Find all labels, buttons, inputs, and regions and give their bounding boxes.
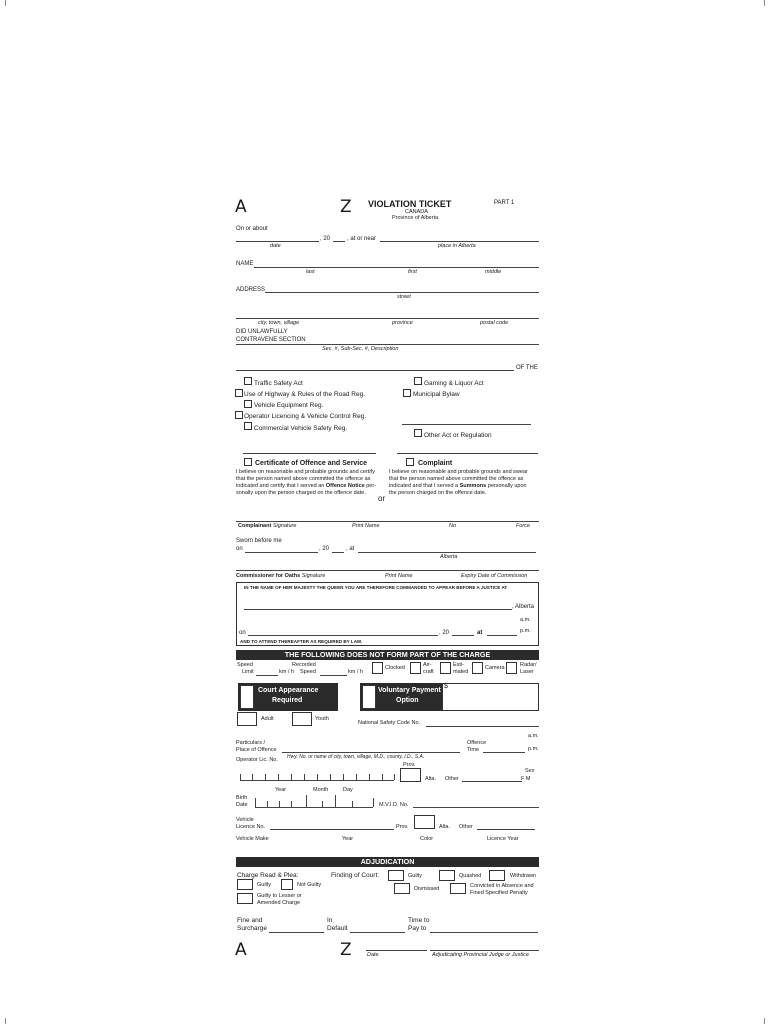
certificate-checkbox[interactable] [244,458,252,466]
year-prefix: , 20 [320,236,331,242]
op-other-province-field[interactable] [462,781,522,782]
adjudication-date-caption: Date [367,952,379,958]
sworn-before-label: Sworn before me [236,538,282,544]
birth-date-field[interactable] [255,807,373,808]
in-default-label-2: Default [327,925,348,932]
nsc-label: National Safety Code No. [358,720,421,726]
radar-laser-checkbox[interactable] [506,662,517,674]
complaint-text-line3a: indicated and that I served a [389,483,460,489]
complainant-print-name-caption: Print Name [352,523,380,529]
convicted-absence-label-1: Convicted in Absence and [470,883,534,889]
licence-digit-tick [369,774,370,780]
licence-digit-tick [304,774,305,780]
commissioner-signature-caption: Signature [301,573,326,579]
speed-limit-field[interactable] [256,675,278,676]
sworn-year-field[interactable] [332,552,344,553]
vehicle-label-2: Licence No. [236,824,266,830]
mvid-label: M.V.I.D. No. [379,802,409,808]
youth-label: Youth [315,716,329,722]
sworn-alberta-caption: Alberta [440,554,458,560]
court-year-field[interactable] [452,635,474,636]
province-caption: province [392,320,413,326]
vehicle-other-label: Other [459,824,473,830]
complainant-force-caption: Force [516,523,531,529]
camera-checkbox[interactable] [472,662,483,674]
traffic-safety-act-label: Traffic Safety Act [254,380,303,387]
clocked-checkbox[interactable] [372,662,383,674]
payment-amount-field[interactable] [442,683,539,711]
estimated-label-1: Esti- [453,662,464,668]
adjudication-bar: ADJUDICATION [236,857,539,867]
place-of-offence-field[interactable] [282,752,460,753]
highway-rules-checkbox[interactable] [235,389,243,397]
other-act-label: Other Act or Regulation [424,432,492,439]
clocked-label: Clocked [385,665,405,671]
crop-mark-bottom-right [764,1018,770,1024]
court-appearance-label-2: Required [272,697,303,704]
certificate-text-line2: that the person named above committed the offence as [236,476,371,482]
commercial-vehicle-checkbox[interactable] [244,422,252,430]
particulars-label-1: Particulars / [236,740,266,746]
vehicle-prov-label: Prov. [396,824,409,830]
vehicle-year-label: Year [342,836,354,842]
part-label: PART 1 [494,200,515,206]
city-caption: city, town, village [258,320,300,326]
court-alberta-label: , Alberta [512,604,535,610]
certificate-text-line3a: indicated and certify that I served an [236,483,326,489]
birth-digit-tick [373,798,374,807]
barcode-start-letter: A [235,197,247,217]
place-caption: place in Alberta [438,243,476,249]
recorded-speed-field[interactable] [320,675,347,676]
particulars-label-2: Place of Offence [236,747,277,753]
complainant-signature-line[interactable] [236,521,539,522]
charge-read-plea-label: Charge Read & Plea: [237,872,299,879]
kmh-label-2: km / h [348,669,363,675]
majesty-command-text: IN THE NAME OF HER MAJESTY THE QUEEN YOU ARE THEREFORE COMMANDED TO APPEAR BEFORE A JUSTICE AT [244,585,508,590]
operator-licence-label: Operator Lic. No. [236,757,278,763]
vehicle-other-province-field[interactable] [477,829,535,830]
aircraft-checkbox[interactable] [410,662,421,674]
licence-year-label: Licence Year [487,836,519,842]
summons-box [236,582,539,646]
commissioner-print-name-caption: Print Name [385,573,413,579]
contravene-section-label: CONTRAVENE SECTION [236,337,306,343]
court-date-field[interactable] [248,635,438,636]
or-separator: or [378,494,386,503]
licence-digit-tick [291,774,292,780]
operator-licencing-checkbox[interactable] [235,411,243,419]
birth-day-caption: Day [343,787,353,793]
licence-digit-tick [265,774,266,780]
kmh-label-1: km / h [279,669,294,675]
finding-withdrawn-label: Withdrawn [510,873,536,879]
last-name-caption: last [306,269,315,275]
date-caption: date [270,243,281,249]
finding-quashed-label: Quashed [459,873,482,879]
sworn-at-label: , at [346,546,355,552]
gaming-liquor-label: Gaming & Liquor Act [424,380,484,387]
dollar-sign: $ [444,683,448,690]
complaint-text-line1: I believe on reasonable and probable grounds and swear [389,469,528,475]
operator-licencing-label: Operator Licencing & Vehicle Control Reg. [244,413,367,420]
certificate-divider [243,453,376,454]
commissioner-signature-line[interactable] [236,570,539,571]
birth-digit-tick [279,801,280,807]
offence-place-field[interactable] [380,241,539,242]
youth-checkbox[interactable] [292,712,312,726]
mvid-field[interactable] [413,807,539,808]
certificate-text-line3 [236,483,376,489]
section-description-field[interactable] [236,370,514,371]
licence-digit-tick [382,774,383,780]
municipal-bylaw-label: Municipal Bylaw [413,391,460,398]
middle-name-caption: middle [485,269,502,275]
adult-checkbox[interactable] [237,712,257,726]
fine-surcharge-field[interactable] [269,932,324,933]
sworn-date-field[interactable] [245,552,318,553]
gaming-liquor-checkbox[interactable] [414,377,422,385]
offence-time-label-1: Offence [467,740,487,746]
street-caption: street [397,294,411,300]
plea-lesser-label-1: Guilty to Lesser or [257,893,302,899]
licence-digit-tick [252,774,253,780]
sworn-place-field[interactable] [358,552,536,553]
complainant-label: Complainant [238,523,272,529]
offence-year-field[interactable] [333,241,345,242]
court-location-field[interactable] [244,609,512,610]
court-at-label: at [477,630,483,636]
birth-digit-tick [291,801,292,807]
birth-label-1: Birth [236,795,248,801]
name-label: NAME [236,261,254,267]
municipal-bylaw-checkbox[interactable] [403,389,411,397]
fine-label-2: Surcharge [237,925,267,932]
finding-withdrawn-checkbox[interactable] [489,870,505,881]
licence-digit-tick [330,774,331,780]
certificate-title: Certificate of Offence and Service [255,460,368,467]
footer-barcode-end-letter: Z [340,940,352,960]
complainant-caption [238,523,296,529]
other-act-checkbox[interactable] [414,429,422,437]
court-pm-label: p.m. [520,628,531,634]
street-field[interactable] [265,292,539,293]
op-prov-label: Prov. [403,762,416,768]
complainant-signature-caption: Signature [272,523,297,529]
court-year-prefix: , 20 [439,630,450,636]
court-appearance-checkbox[interactable] [240,685,254,709]
fine-label-1: Fine and [237,917,263,924]
court-appearance-label-1: Court Appearance [258,687,319,694]
plea-lesser-checkbox[interactable] [237,893,253,904]
crop-mark-top-left [0,0,6,6]
highway-rules-label: Use of Highway & Rules of the Road Reg. [244,391,366,398]
complaint-divider [397,453,538,454]
city-province-postal-field[interactable] [236,318,539,319]
country-label: CANADA [405,209,428,215]
offence-time-field[interactable] [483,752,525,753]
convicted-in-absence-checkbox[interactable] [450,883,466,894]
sworn-year-prefix: , 20 [319,546,330,552]
court-time-field[interactable] [487,635,517,636]
certificate-text-line4: sonally upon the person charged on the offence date. [236,490,366,496]
birth-label-2: Date [236,802,248,808]
province-label: Province of Alberta [392,215,439,221]
complaint-text-line3 [389,483,527,489]
plea-not-guilty-checkbox[interactable] [281,879,293,890]
birth-year-caption: Year [275,787,287,793]
section-caption: Sec. #, Sub-Sec. #, Description [322,346,399,352]
section-field[interactable] [236,344,539,345]
birth-month-caption: Month [313,787,329,793]
offence-date-field[interactable] [236,241,319,242]
estimated-checkbox[interactable] [440,662,451,674]
birth-digit-tick [352,801,353,807]
offence-time-label-2: Time [467,747,480,753]
finding-of-court-label: Finding of Court: [331,872,380,879]
barcode-end-letter: Z [340,197,352,217]
birth-field-separator [335,795,336,807]
commission-expiry-caption: Expiry Date of Commission [461,573,528,579]
time-to-pay-label-1: Time to [408,917,430,924]
attend-text: AND TO ATTEND THEREAFTER AS REQUIRED BY LAW. [240,639,363,644]
op-other-label: Other [445,776,459,782]
other-act-name-field[interactable] [402,424,531,425]
offence-am-label: a.m. [528,733,539,739]
finding-guilty-label: Guilty [408,873,423,879]
sex-label: Sex [525,768,535,774]
convicted-absence-label-2: Fined Specified Penalty [470,890,528,896]
vehicle-make-label: Vehicle Make [236,836,269,842]
first-name-caption: first [408,269,417,275]
of-the-label: OF THE [516,365,538,371]
crop-mark-bottom-left [0,1018,6,1024]
op-alta-checkbox[interactable] [400,768,421,782]
speed-label: Speed [237,662,253,668]
vehicle-color-label: Color [420,836,434,842]
address-label: ADDRESS [236,287,266,293]
in-default-field[interactable] [350,932,405,933]
plea-guilty-checkbox[interactable] [237,879,253,890]
voluntary-payment-label-2: Option [396,697,419,704]
complainant-number-caption: No [449,523,457,529]
commissioner-label: Commissioner for Oaths [236,573,301,579]
summons-term: Summons [459,483,487,489]
aircraft-label-2: craft [423,669,434,675]
court-am-label: a.m. [520,617,531,623]
traffic-safety-act-checkbox[interactable] [244,377,252,385]
certificate-text-line1: I believe on reasonable and probable grounds and certify [236,469,375,475]
hwy-caption: Hwy. No. or name of city, town, village, M.D., county, I.D., S.A. [287,754,425,760]
plea-guilty-label: Guilty [257,882,272,888]
vehicle-alta-label: Alta. [439,824,451,830]
licence-digit-tick [343,774,344,780]
did-unlawfully-label: DID UNLAWFULLY [236,329,288,335]
court-on-label: on [239,630,246,636]
commercial-vehicle-label: Commercial Vehicle Safety Reg. [254,425,348,432]
at-or-near-label: , at or near [347,236,377,242]
vehicle-equipment-checkbox[interactable] [244,400,252,408]
birth-digit-tick [322,801,323,807]
recorded-label: Recorded [292,662,316,668]
name-field[interactable] [254,267,539,268]
judge-caption: Adjudicating Provincial Judge or Justice [432,952,529,958]
limit-label: Limit [242,669,254,675]
adult-label: Adult [261,716,274,722]
estimated-label-2: mated [453,669,469,675]
complaint-title: Complaint [418,460,453,467]
crop-mark-top-right [764,0,770,6]
birth-field-separator [306,795,307,807]
vehicle-alta-checkbox[interactable] [414,815,435,829]
footer-barcode-start-letter: A [235,940,247,960]
voluntary-payment-checkbox[interactable] [362,685,376,709]
finding-guilty-checkbox[interactable] [388,870,404,881]
aircraft-label-1: Air- [423,662,432,668]
finding-quashed-checkbox[interactable] [439,870,455,881]
vehicle-label-1: Vehicle [236,817,254,823]
finding-dismissed-checkbox[interactable] [394,883,410,894]
ticket-title: VIOLATION TICKET [368,199,452,209]
nsc-field[interactable] [426,726,539,727]
certificate-text-line3c: per- [364,483,377,489]
licence-digit-tick [394,774,395,780]
op-alta-label: Alta. [425,776,437,782]
licence-digit-tick [317,774,318,780]
licence-digit-tick [356,774,357,780]
vehicle-equipment-label: Vehicle Equipment Reg. [254,402,324,409]
on-or-about-label: On or about [236,226,268,232]
plea-not-guilty-label: Not Guilty [297,882,322,888]
offence-pm-label: p.m. [528,746,539,752]
complaint-checkbox[interactable] [406,458,414,466]
time-to-pay-field[interactable] [430,932,538,933]
recorded-speed-label: Speed [300,669,316,675]
finding-dismissed-label: Dismissed [414,886,440,892]
time-to-pay-label-2: Pay to [408,925,427,932]
sworn-on-label: on [236,546,243,552]
voluntary-payment-label-1: Voluntary Payment [378,687,441,694]
vehicle-licence-field[interactable] [270,829,394,830]
camera-label: Camera [485,665,505,671]
adjudication-date-field[interactable] [366,950,427,951]
judge-signature-field[interactable] [430,950,539,951]
birth-digit-tick [267,801,268,807]
not-part-of-charge-bar: THE FOLLOWING DOES NOT FORM PART OF THE CHARGE [236,650,539,660]
complaint-text-line2: that the person named above committed the offence as [389,476,524,482]
licence-digit-tick [278,774,279,780]
radar-label-1: Radar/ [520,662,537,668]
complaint-text-line4: the person charged on the offence date. [389,490,487,496]
sex-options[interactable]: F M [521,776,531,782]
radar-label-2: Laser [520,669,534,675]
in-default-label-1: In [327,917,333,924]
operator-licence-number-field[interactable] [240,780,394,781]
offence-notice-term: Offence Notice [325,483,365,489]
plea-lesser-label-2: Amended Charge [257,900,301,906]
commissioner-caption [236,573,325,579]
licence-digit-tick [240,774,241,780]
complaint-text-line3c: personally upon [486,483,527,489]
postal-code-caption: postal code [480,320,509,326]
birth-digit-tick [255,798,256,807]
